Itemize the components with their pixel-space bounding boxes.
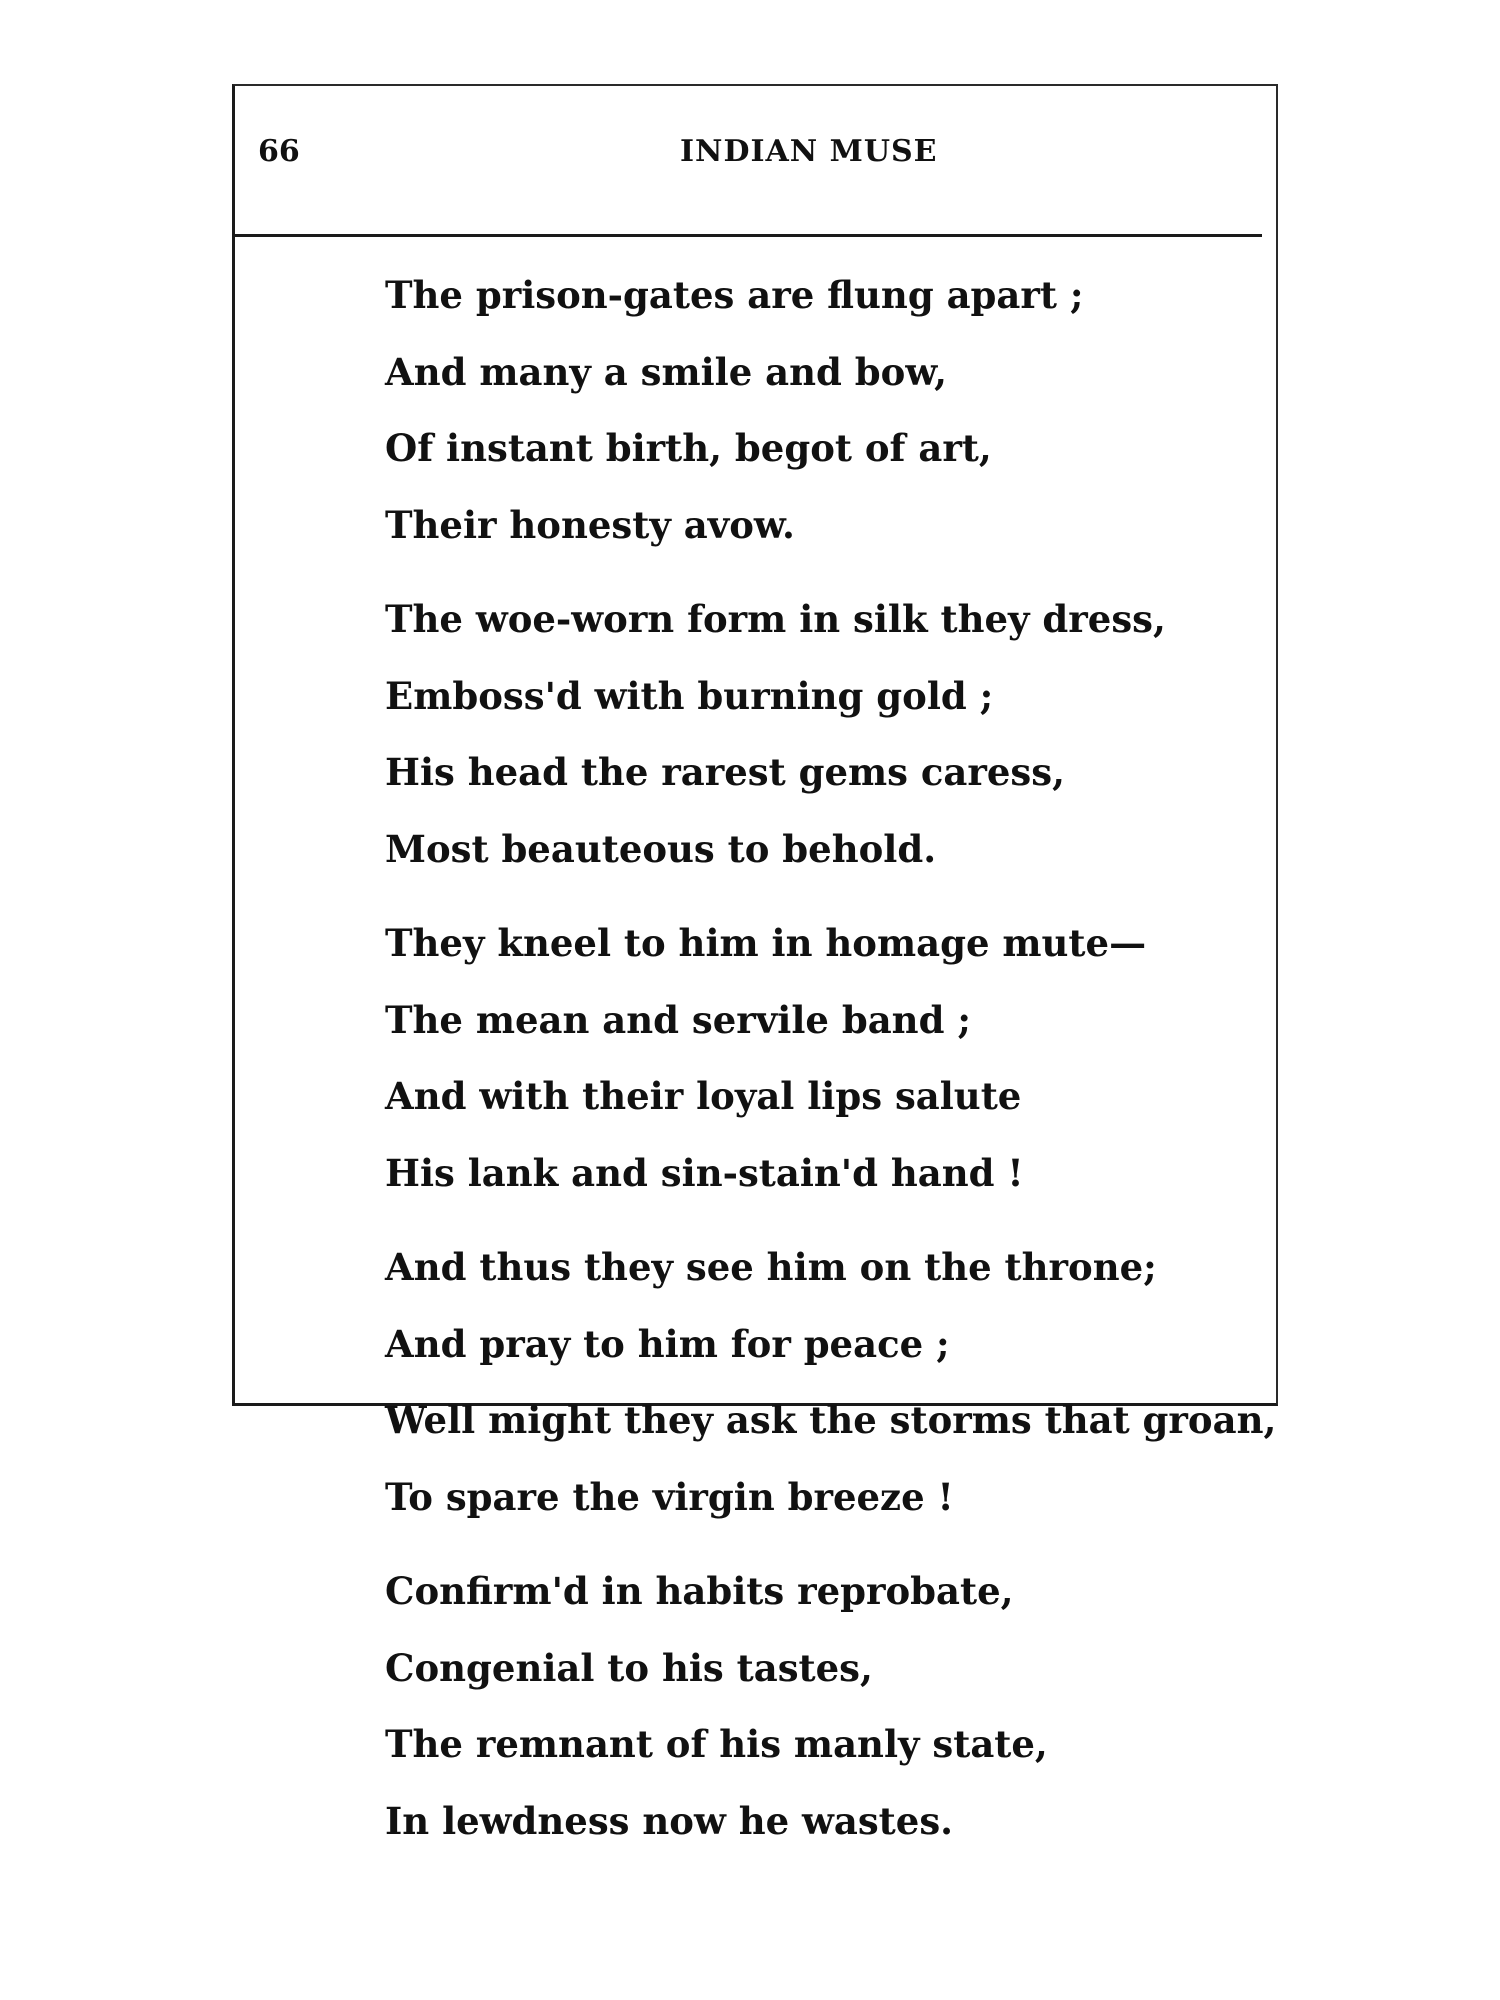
- stanza-5: [385, 1553, 1255, 1859]
- poem-line: Most beauteous to behold.: [385, 826, 937, 871]
- poem-line: And thus they see him on the throne;: [385, 1245, 1157, 1289]
- poem-line: Confirm'd in habits reprobate,: [385, 1569, 1014, 1613]
- poem-line: The remnant of his manly state,: [385, 1722, 1048, 1766]
- poem-line: And with their loyal lips salute: [385, 1074, 1022, 1118]
- stanza-2: [385, 581, 1255, 887]
- poem-line: Congenial to his tastes,: [385, 1645, 873, 1690]
- poem-line: His lank and sin-stain'd hand !: [385, 1150, 1024, 1195]
- poem-line: And many a smile and bow,: [385, 349, 948, 394]
- poem-line: Well might they ask the storms that groan,: [385, 1398, 1277, 1442]
- header-rule: [232, 234, 1262, 237]
- poem-body: [385, 257, 1277, 1877]
- poem-line: His head the rarest gems caress,: [385, 750, 1065, 794]
- poem-line: The woe-worn form in silk they dress,: [385, 597, 1166, 641]
- poem-line: Of instant birth, begot of art,: [385, 426, 992, 470]
- poem-line: Their honesty avow.: [385, 502, 795, 547]
- poem-line: In lewdness now he wastes.: [385, 1798, 954, 1843]
- poem-line: To spare the virgin breeze !: [385, 1474, 954, 1519]
- stanza-1: [385, 257, 1255, 563]
- poem-line: They kneel to him in homage mute—: [385, 921, 1147, 965]
- poem-line: The prison-gates are flung apart ;: [385, 273, 1084, 317]
- poem-line: Emboss'd with burning gold ;: [385, 673, 994, 718]
- page-number: 66: [258, 134, 300, 169]
- stanza-3: [385, 905, 1255, 1211]
- stanza-4: [385, 1229, 1277, 1535]
- running-title: INDIAN MUSE: [680, 134, 938, 169]
- poem-line: And pray to him for peace ;: [385, 1321, 950, 1366]
- poem-line: The mean and servile band ;: [385, 997, 971, 1042]
